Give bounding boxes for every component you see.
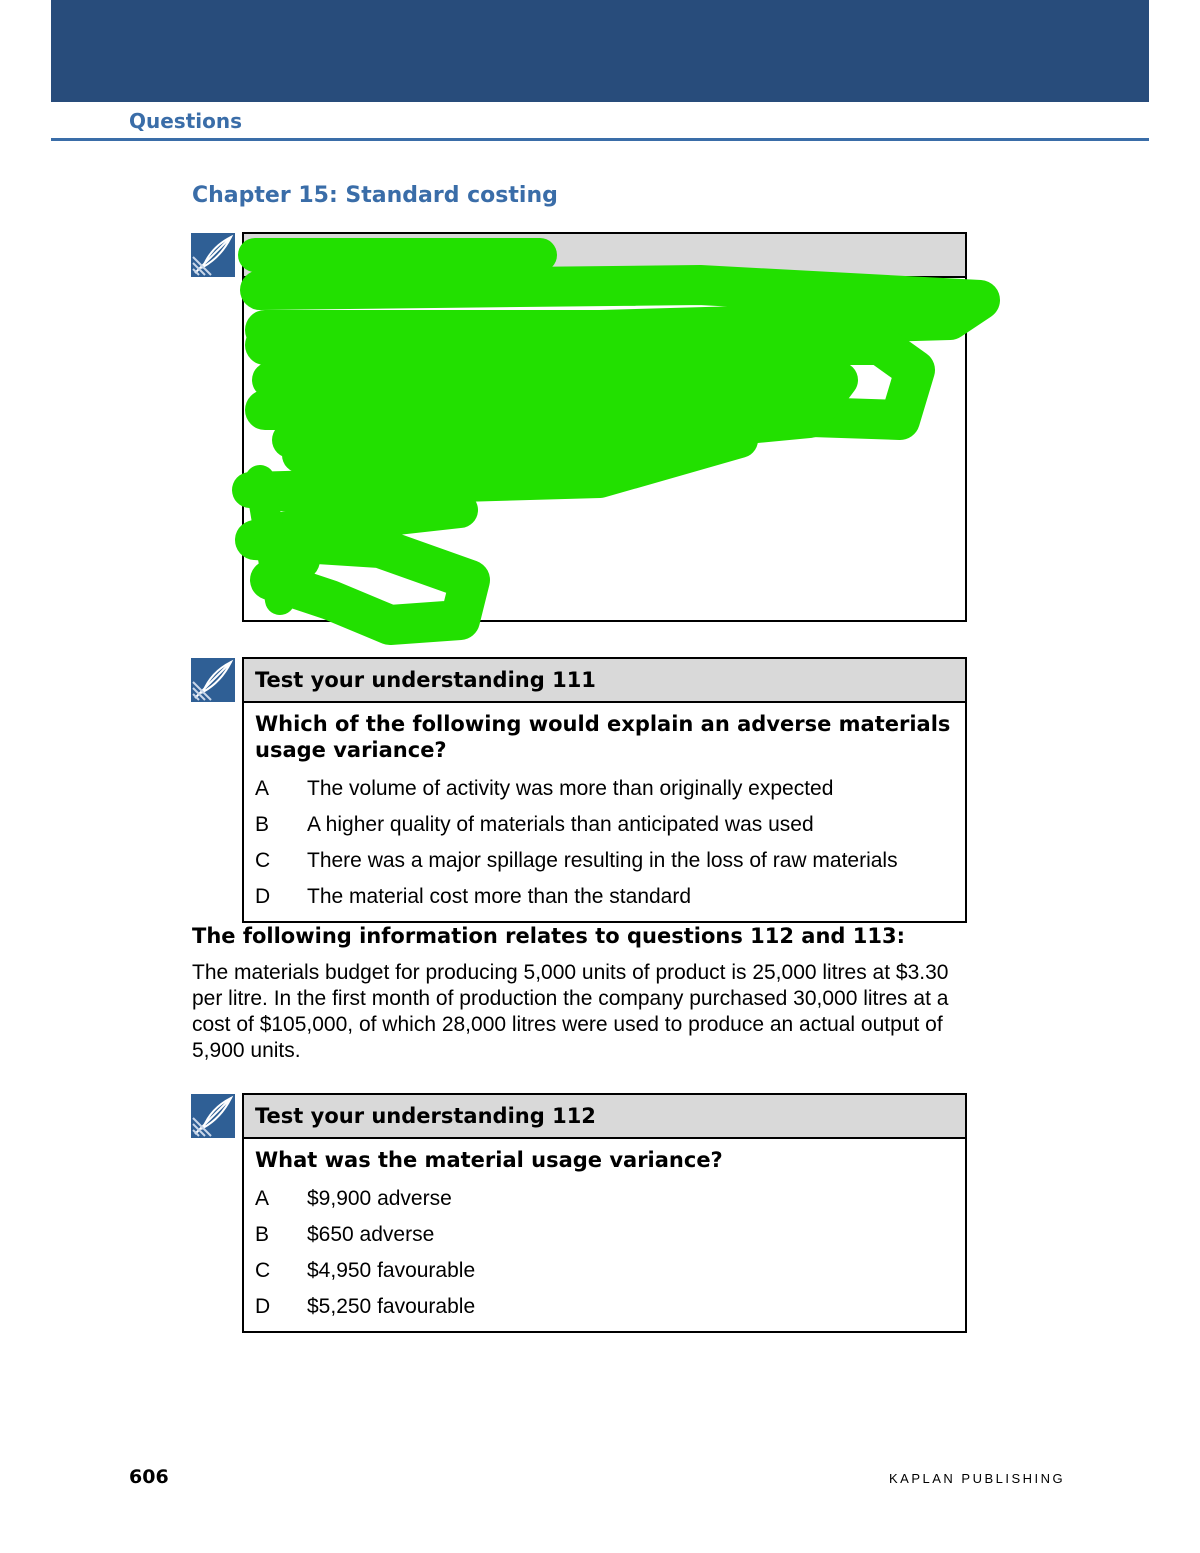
option-text: $650 adverse	[307, 1223, 435, 1246]
tyu-111-box	[242, 657, 967, 923]
info-paragraph: The materials budget for producing 5,000 units of product is 25,000 litres at $3.30 per litre. In the first month of production the company purchased 30,000 litres at a cost of $105,000, of which 28,000 litres were used to produce an actual output of 5,900 units.	[192, 961, 949, 1062]
option-a	[255, 771, 954, 807]
option-letter: C	[255, 1259, 271, 1282]
option-letter: C	[255, 849, 271, 872]
option-text: $4,950 favourable	[307, 1259, 476, 1282]
publisher-name: KAPLAN PUBLISHING	[889, 1471, 1066, 1486]
option-text: $5,250 favourable	[307, 1295, 476, 1318]
rocket-icon	[191, 1094, 235, 1138]
option-b	[255, 807, 954, 843]
option-letter: B	[255, 1223, 270, 1246]
option-c	[255, 843, 954, 879]
section-label: Questions	[129, 109, 243, 133]
page-number: 606	[129, 1466, 169, 1488]
info-heading: The following information relates to questions 112 and 113:	[192, 924, 905, 948]
option-letter: A	[255, 1187, 270, 1210]
option-text: $9,900 adverse	[307, 1187, 452, 1210]
green-scribble-redaction	[0, 0, 1200, 700]
chapter-title: Chapter 15: Standard costing	[192, 183, 558, 208]
option-text: The volume of activity was more than originally expected	[307, 777, 834, 800]
option-letter: A	[255, 777, 270, 800]
option-d	[255, 1289, 954, 1325]
option-b	[255, 1217, 954, 1253]
tyu-112-box	[242, 1093, 967, 1333]
tyu-111-question: Which of the following would explain an adverse materials usage variance?	[255, 712, 951, 762]
tyu-112-question: What was the material usage variance?	[255, 1148, 723, 1172]
tyu-111-title: Test your understanding 111	[244, 659, 965, 703]
option-c	[255, 1253, 954, 1289]
option-text: A higher quality of materials than anticipated was used	[307, 813, 814, 836]
option-letter: B	[255, 813, 270, 836]
option-letter: D	[255, 885, 271, 908]
tyu-112-title: Test your understanding 112	[244, 1095, 965, 1139]
option-d	[255, 879, 954, 915]
option-text: There was a major spillage resulting in the loss of raw materials	[307, 849, 898, 872]
option-letter: D	[255, 1295, 271, 1318]
option-text: The material cost more than the standard	[307, 885, 692, 908]
option-a	[255, 1181, 954, 1217]
rocket-icon	[191, 658, 235, 702]
